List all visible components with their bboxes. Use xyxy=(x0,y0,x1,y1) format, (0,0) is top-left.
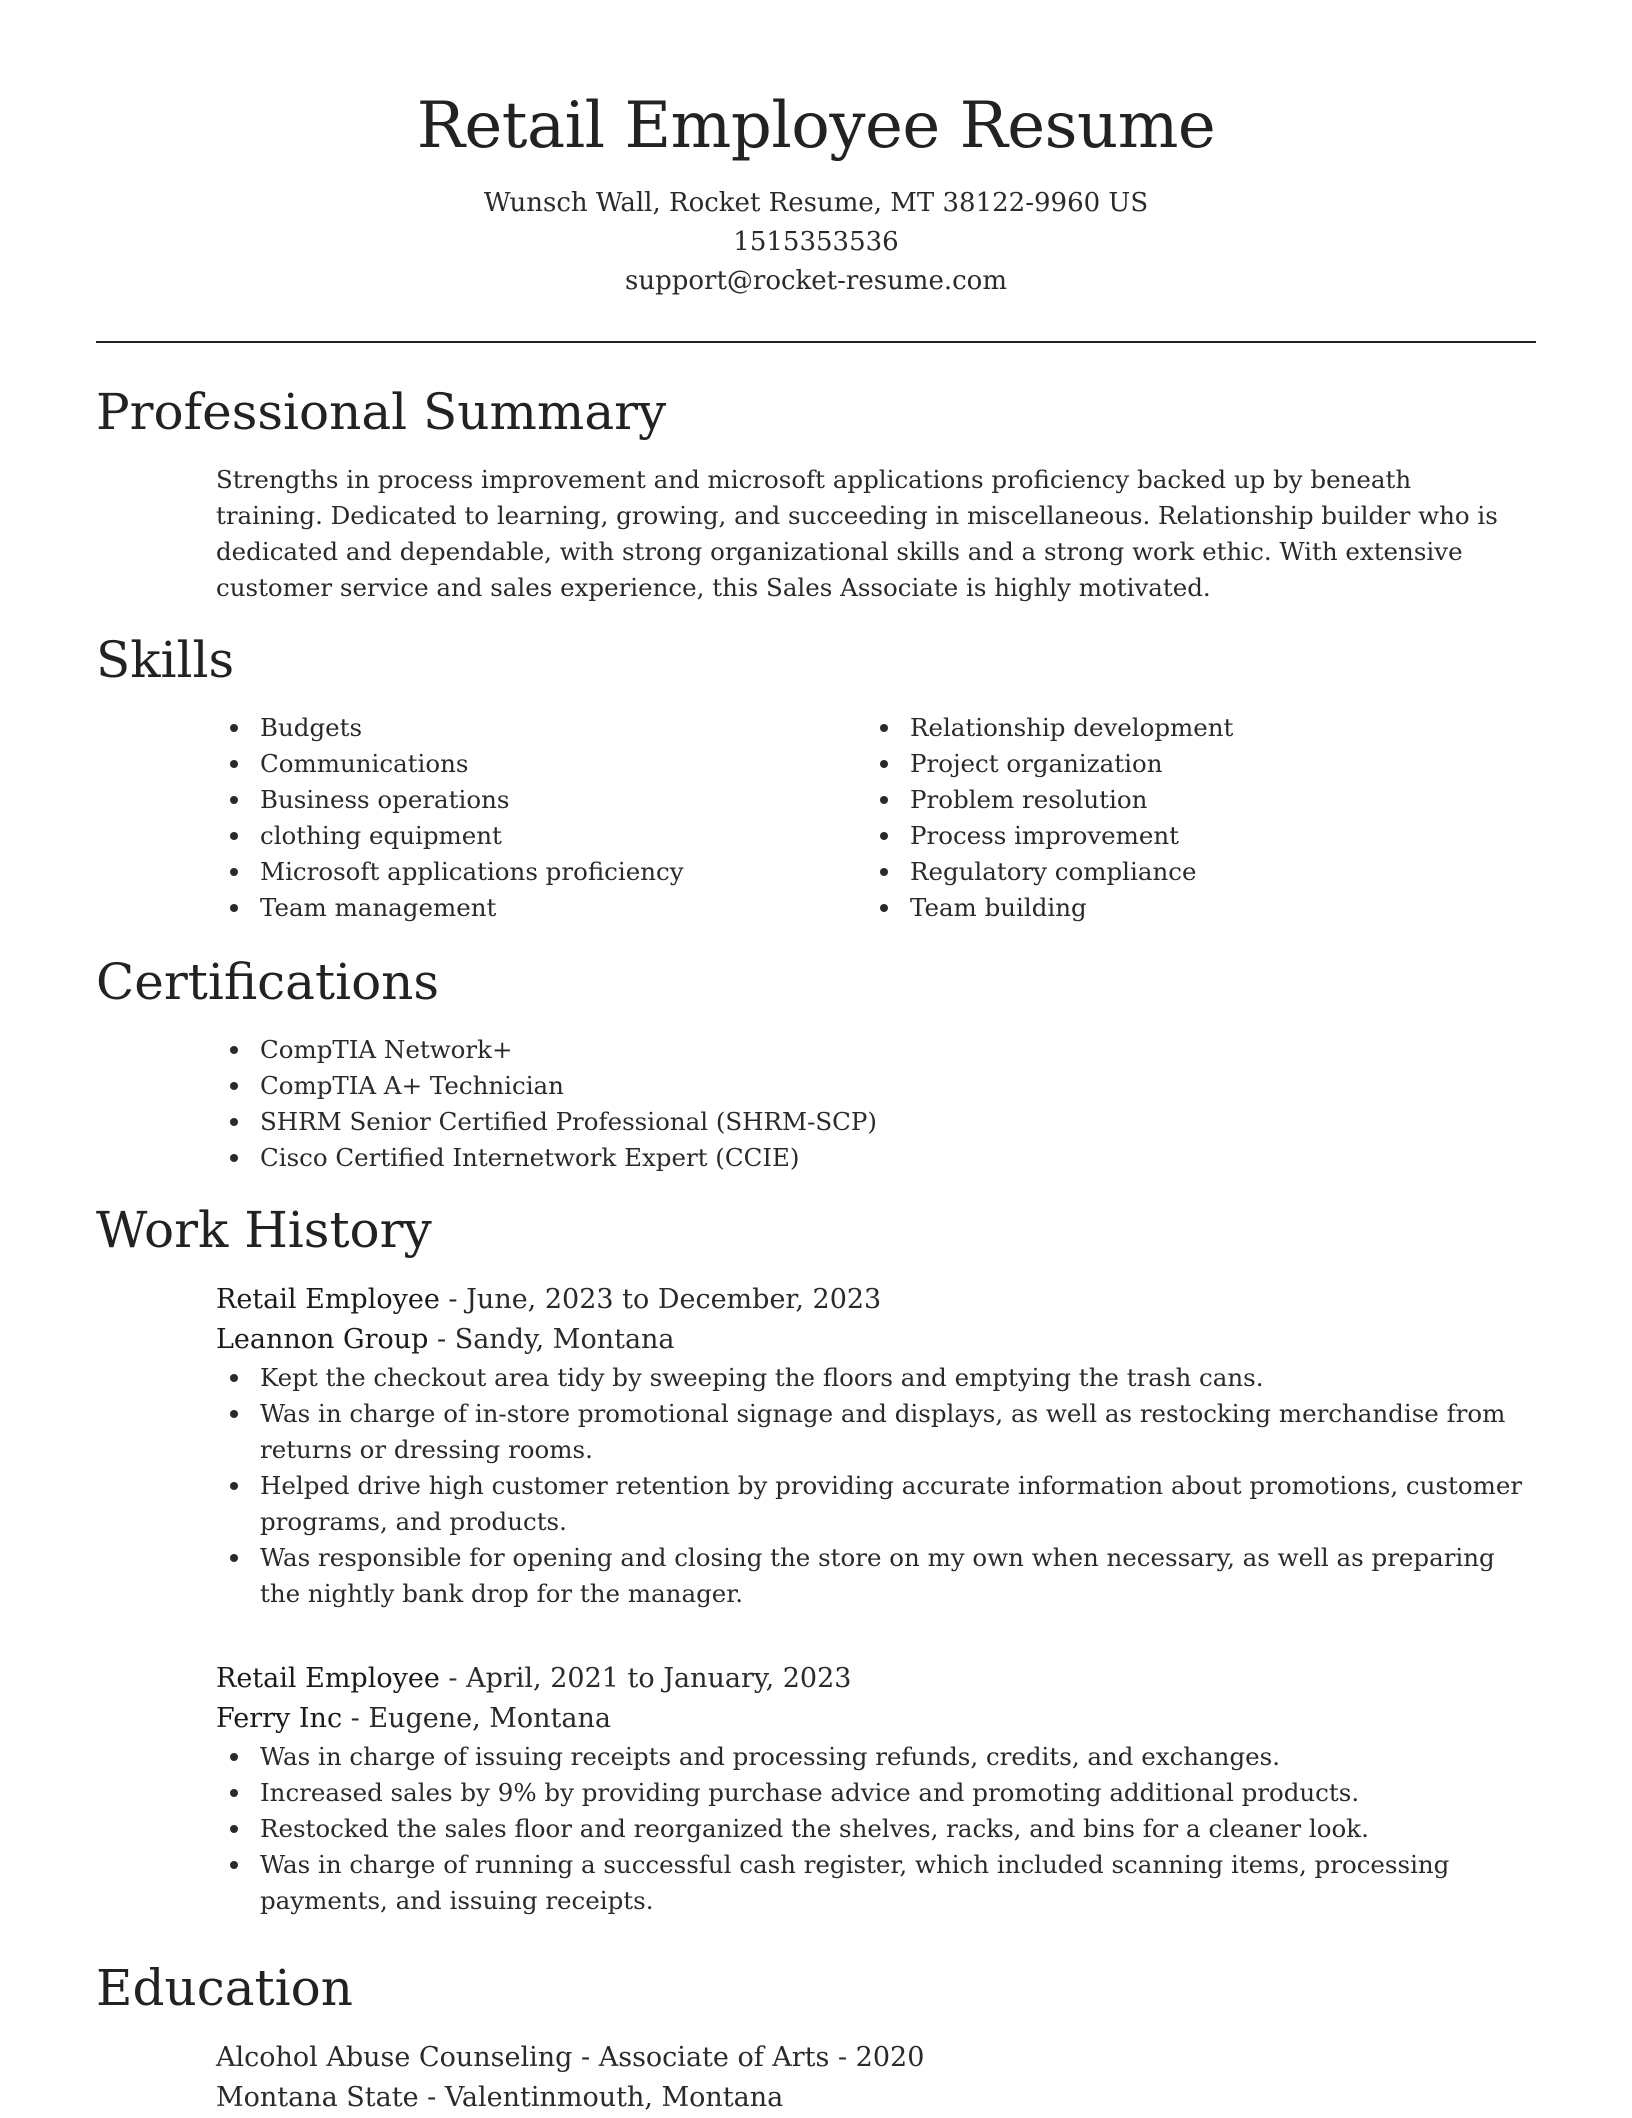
skill-item: Problem resolution xyxy=(866,782,1486,818)
section-title-summary: Professional Summary xyxy=(96,383,667,441)
job-bullet: Kept the checkout area tidy by sweeping the floors and emptying the trash cans. xyxy=(216,1360,1536,1396)
skill-item: Process improvement xyxy=(866,818,1486,854)
certification-item: SHRM Senior Certified Professional (SHRM-SCP) xyxy=(216,1104,1516,1140)
section-title-skills: Skills xyxy=(96,631,235,689)
education-degree-line: Alcohol Abuse Counseling - Associate of Arts - 2020 xyxy=(216,2042,925,2073)
contact-address: Wunsch Wall, Rocket Resume, MT 38122-9960 US xyxy=(483,188,1149,218)
skill-item: Microsoft applications proficiency xyxy=(216,854,836,890)
skill-item: Team management xyxy=(216,890,836,926)
job-bullet: Restocked the sales floor and reorganized the shelves, racks, and bins for a cleaner look. xyxy=(216,1811,1536,1847)
summary-text: Strengths in process improvement and microsoft applications proficiency backed up by beneath training. Dedicated to learning, growing, and succeeding in miscellaneous. Relationship builder who is dedicated and dependable, with strong organizational skills and a strong work ethic. With extensive customer service and sales experience, this Sales Associate is highly motivated. xyxy=(216,465,1498,602)
job-company: Ferry Inc xyxy=(216,1703,343,1734)
job-company-line xyxy=(216,1320,1536,1360)
certification-item: Cisco Certified Internetwork Expert (CCIE) xyxy=(216,1140,1516,1176)
skill-item: Relationship development xyxy=(866,710,1486,746)
job-title: Retail Employee xyxy=(216,1663,440,1694)
contact-email: support@rocket-resume.com xyxy=(624,266,1007,296)
resume-title: Retail Employee Resume xyxy=(416,89,1216,163)
job-bullet: Helped drive high customer retention by providing accurate information about promotions, customer programs, and products. xyxy=(216,1468,1536,1540)
job-title-line xyxy=(216,1280,1536,1320)
job-bullet: Was responsible for opening and closing the store on my own when necessary, as well as preparing the nightly bank drop for the manager. xyxy=(216,1540,1536,1612)
skill-item: Budgets xyxy=(216,710,836,746)
certification-item: CompTIA A+ Technician xyxy=(216,1068,1516,1104)
header-divider xyxy=(96,341,1536,343)
resume-header xyxy=(0,84,1632,301)
certification-item: CompTIA Network+ xyxy=(216,1032,1516,1068)
job-title: Retail Employee xyxy=(216,1284,440,1315)
section-title-education: Education xyxy=(96,1959,353,2017)
job-entry xyxy=(216,1280,1536,1612)
education-entry xyxy=(216,2038,1536,2118)
skill-item: Business operations xyxy=(216,782,836,818)
job-title-line xyxy=(216,1659,1536,1699)
job-company: Leannon Group xyxy=(216,1324,429,1355)
job-location: - Sandy, Montana xyxy=(428,1324,675,1355)
skills-list-left xyxy=(216,710,836,926)
contact-phone: 1515353536 xyxy=(733,227,899,257)
job-bullet: Was in charge of in-store promotional signage and displays, as well as restocking merchandise from returns or dressing rooms. xyxy=(216,1396,1536,1468)
job-dates: - April, 2021 to January, 2023 xyxy=(439,1663,852,1694)
job-location: - Eugene, Montana xyxy=(342,1703,611,1734)
skill-item: Regulatory compliance xyxy=(866,854,1486,890)
skill-item: Communications xyxy=(216,746,836,782)
job-company-line xyxy=(216,1699,1536,1739)
contact-block xyxy=(0,184,1632,301)
job-dates: - June, 2023 to December, 2023 xyxy=(439,1284,882,1315)
section-title-work-history: Work History xyxy=(96,1201,432,1259)
certifications-list xyxy=(216,1032,1516,1176)
skills-list-right xyxy=(866,710,1486,926)
skill-item: Project organization xyxy=(866,746,1486,782)
job-bullet: Was in charge of issuing receipts and processing refunds, credits, and exchanges. xyxy=(216,1739,1536,1775)
job-bullet: Was in charge of running a successful cash register, which included scanning items, processing payments, and issuing receipts. xyxy=(216,1847,1536,1919)
skill-item: Team building xyxy=(866,890,1486,926)
job-bullets xyxy=(216,1360,1536,1612)
job-bullets xyxy=(216,1739,1536,1919)
skill-item: clothing equipment xyxy=(216,818,836,854)
education-school-line: Montana State - Valentinmouth, Montana xyxy=(216,2082,784,2113)
job-bullet: Increased sales by 9% by providing purchase advice and promoting additional products. xyxy=(216,1775,1536,1811)
section-title-certifications: Certifications xyxy=(96,953,440,1011)
job-entry xyxy=(216,1659,1536,1919)
